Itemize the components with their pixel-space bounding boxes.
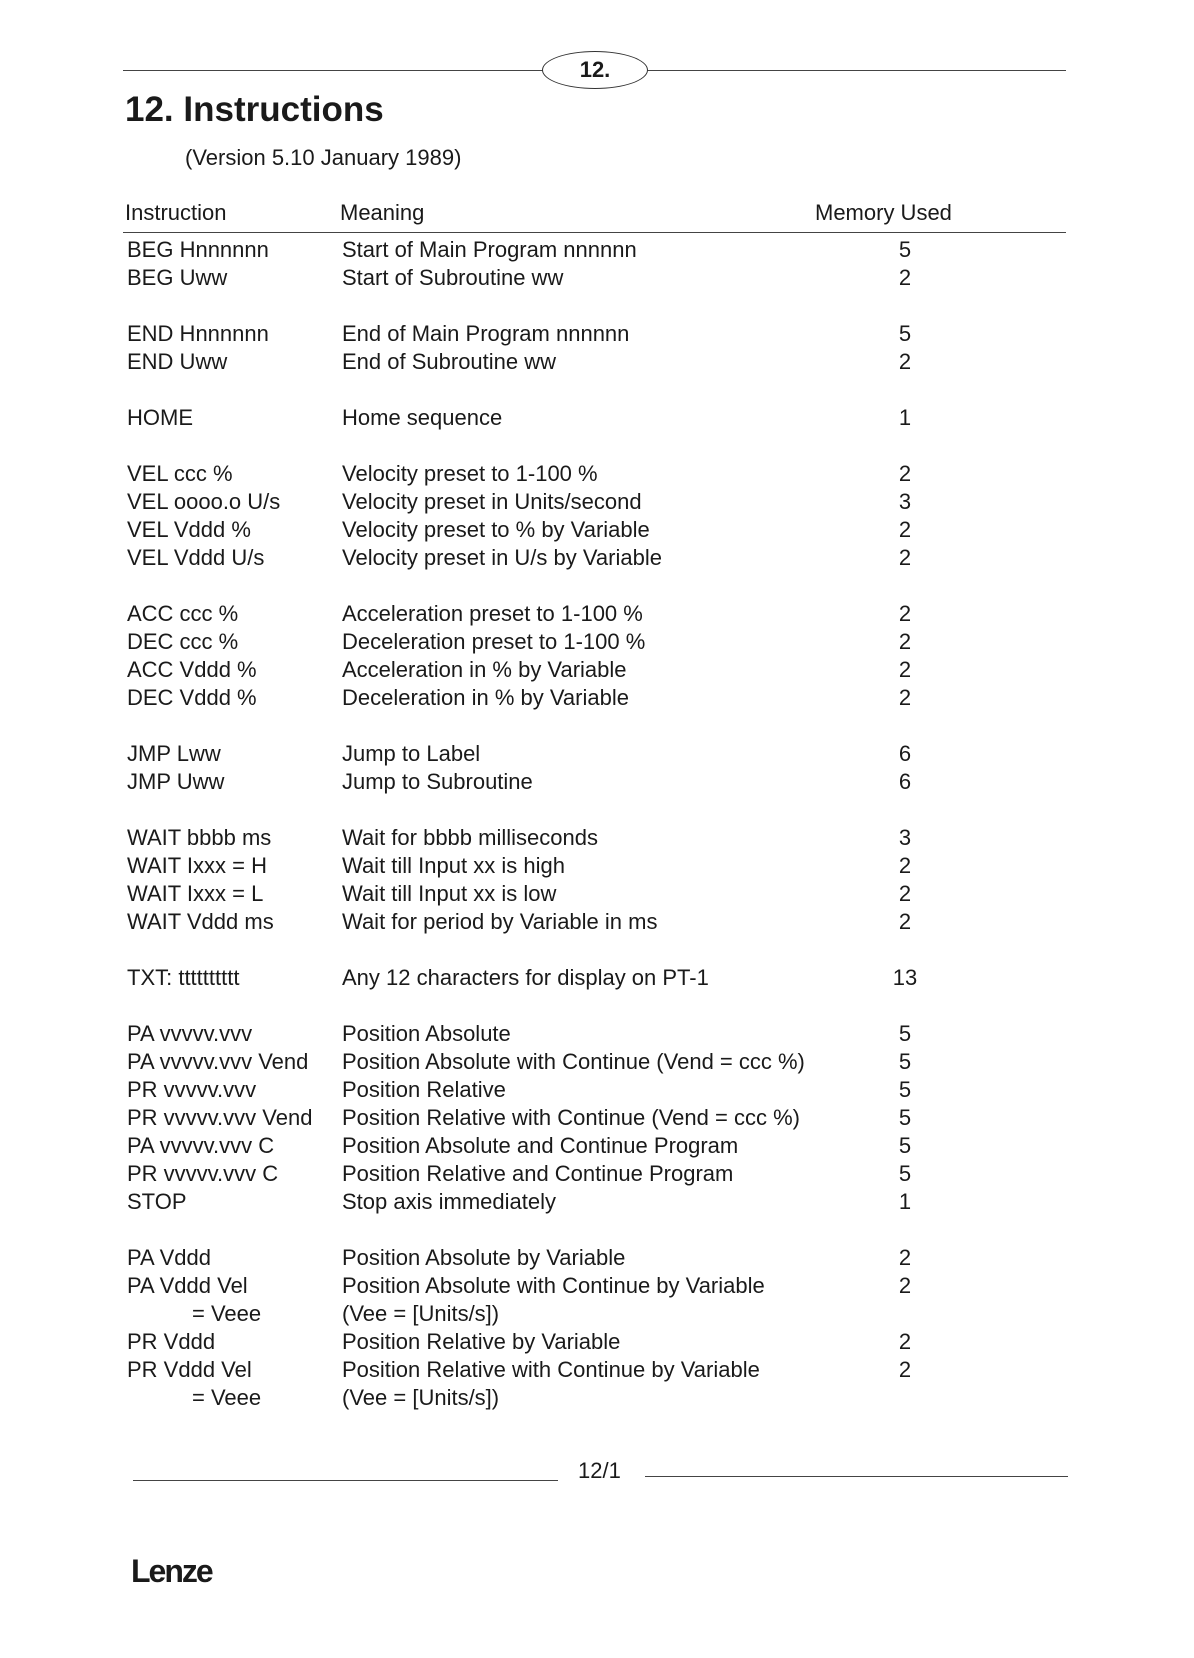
meaning-cell: End of Main Program nnnnnn <box>342 321 630 346</box>
table-row <box>0 908 1194 936</box>
memory-cell: 5 <box>898 1077 912 1102</box>
memory-cell: 2 <box>898 909 912 934</box>
meaning-cell: Wait till Input xx is high <box>342 853 565 878</box>
meaning-cell: Position Absolute with Continue (Vend = ccc %) <box>342 1049 805 1074</box>
table-row <box>0 824 1194 852</box>
table-row <box>0 1356 1194 1384</box>
instruction-cell: PR Vddd <box>127 1329 216 1354</box>
memory-cell: 1 <box>898 405 912 430</box>
instruction-cell: VEL Vddd U/s <box>127 545 265 570</box>
instruction-cell: = Veee <box>192 1301 262 1326</box>
memory-cell: 2 <box>898 657 912 682</box>
meaning-cell: Position Absolute with Continue by Variable <box>342 1273 765 1298</box>
memory-cell: 2 <box>898 601 912 626</box>
instruction-table <box>0 236 1194 1412</box>
meaning-cell: Wait till Input xx is low <box>342 881 557 906</box>
header-rule <box>123 232 1066 233</box>
meaning-cell: Wait for bbbb milliseconds <box>342 825 598 850</box>
memory-cell: 2 <box>898 545 912 570</box>
instruction-cell: HOME <box>127 405 193 430</box>
memory-cell: 5 <box>898 1105 912 1130</box>
meaning-cell: Stop axis immediately <box>342 1189 556 1214</box>
memory-cell: 2 <box>898 461 912 486</box>
meaning-cell: Velocity preset in U/s by Variable <box>342 545 662 570</box>
instruction-cell: = Veee <box>192 1385 262 1410</box>
table-row <box>0 1244 1194 1272</box>
meaning-cell: Jump to Subroutine <box>342 769 533 794</box>
version-note: (Version 5.10 January 1989) <box>185 145 462 170</box>
table-row <box>0 460 1194 488</box>
meaning-cell: (Vee = [Units/s]) <box>342 1385 500 1410</box>
memory-cell: 1 <box>898 1189 912 1214</box>
meaning-cell: Jump to Label <box>342 741 481 766</box>
instruction-cell: JMP Lww <box>127 741 221 766</box>
table-row <box>0 1328 1194 1356</box>
memory-cell: 13 <box>892 965 918 990</box>
meaning-cell: Position Absolute by Variable <box>342 1245 626 1270</box>
table-row <box>0 600 1194 628</box>
table-row <box>0 236 1194 264</box>
memory-cell: 5 <box>898 237 912 262</box>
instruction-cell: BEG Uww <box>127 265 228 290</box>
instruction-cell: JMP Uww <box>127 769 225 794</box>
instruction-cell: VEL Vddd % <box>127 517 251 542</box>
memory-cell: 5 <box>898 1021 912 1046</box>
table-row <box>0 348 1194 376</box>
meaning-cell: Acceleration in % by Variable <box>342 657 627 682</box>
instruction-cell: PR vvvvv.vvv <box>127 1077 257 1102</box>
table-row <box>0 1020 1194 1048</box>
table-row <box>0 488 1194 516</box>
instruction-cell: WAIT bbbb ms <box>127 825 272 850</box>
memory-cell: 6 <box>898 741 912 766</box>
meaning-cell: End of Subroutine ww <box>342 349 557 374</box>
meaning-cell: Acceleration preset to 1-100 % <box>342 601 643 626</box>
memory-cell: 5 <box>898 1049 912 1074</box>
header-meaning: Meaning <box>340 200 425 225</box>
meaning-cell: Position Relative with Continue (Vend = ccc %) <box>342 1105 800 1130</box>
table-row <box>0 320 1194 348</box>
instruction-cell: TXT: tttttttttt <box>127 965 240 990</box>
memory-cell: 2 <box>898 1245 912 1270</box>
meaning-cell: Start of Subroutine ww <box>342 265 564 290</box>
instruction-cell: PA vvvvv.vvv Vend <box>127 1049 309 1074</box>
memory-cell: 3 <box>898 489 912 514</box>
chapter-tab: 12. <box>542 51 648 89</box>
instruction-cell: WAIT Vddd ms <box>127 909 274 934</box>
table-row <box>0 404 1194 432</box>
memory-cell: 2 <box>898 349 912 374</box>
memory-cell: 2 <box>898 517 912 542</box>
header-memory-used: Memory Used <box>815 200 952 225</box>
table-row <box>0 964 1194 992</box>
memory-cell: 5 <box>898 1133 912 1158</box>
table-row <box>0 1048 1194 1076</box>
meaning-cell: Position Relative and Continue Program <box>342 1161 734 1186</box>
instruction-cell: BEG Hnnnnnn <box>127 237 269 262</box>
instruction-cell: VEL oooo.o U/s <box>127 489 281 514</box>
table-row <box>0 852 1194 880</box>
instruction-cell: PA Vddd <box>127 1245 211 1270</box>
instruction-cell: PA Vddd Vel <box>127 1273 248 1298</box>
meaning-cell: Deceleration in % by Variable <box>342 685 629 710</box>
table-row <box>0 684 1194 712</box>
memory-cell: 2 <box>898 1273 912 1298</box>
footer-rule-left <box>133 1480 558 1481</box>
page-title: 12. Instructions <box>125 90 384 129</box>
table-row <box>0 768 1194 796</box>
memory-cell: 5 <box>898 1161 912 1186</box>
memory-cell: 2 <box>898 853 912 878</box>
lenze-logo: Lenze <box>131 1553 212 1589</box>
instruction-cell: DEC ccc % <box>127 629 239 654</box>
instruction-cell: ACC Vddd % <box>127 657 257 682</box>
memory-cell: 2 <box>898 265 912 290</box>
memory-cell: 2 <box>898 1357 912 1382</box>
meaning-cell: Velocity preset in Units/second <box>342 489 642 514</box>
instruction-cell: ACC ccc % <box>127 601 239 626</box>
instruction-cell: WAIT Ixxx = H <box>127 853 267 878</box>
meaning-cell: Wait for period by Variable in ms <box>342 909 658 934</box>
instruction-cell: END Uww <box>127 349 228 374</box>
meaning-cell: (Vee = [Units/s]) <box>342 1301 500 1326</box>
footer-rule-right <box>645 1476 1068 1477</box>
memory-cell: 6 <box>898 769 912 794</box>
table-row <box>0 1160 1194 1188</box>
meaning-cell: Position Absolute <box>342 1021 511 1046</box>
meaning-cell: Position Absolute and Continue Program <box>342 1133 739 1158</box>
meaning-cell: Position Relative <box>342 1077 506 1102</box>
memory-cell: 2 <box>898 629 912 654</box>
table-row <box>0 740 1194 768</box>
table-row <box>0 1188 1194 1216</box>
table-row <box>0 880 1194 908</box>
instruction-cell: DEC Vddd % <box>127 685 257 710</box>
table-row <box>0 1272 1194 1300</box>
memory-cell: 2 <box>898 881 912 906</box>
table-row <box>0 1384 1194 1412</box>
meaning-cell: Velocity preset to % by Variable <box>342 517 650 542</box>
instruction-cell: PR vvvvv.vvv Vend <box>127 1105 313 1130</box>
memory-cell: 5 <box>898 321 912 346</box>
table-row <box>0 656 1194 684</box>
instruction-cell: PA vvvvv.vvv <box>127 1021 253 1046</box>
meaning-cell: Velocity preset to 1-100 % <box>342 461 598 486</box>
page-number: 12/1 <box>578 1458 621 1483</box>
instruction-cell: PR Vddd Vel <box>127 1357 252 1382</box>
table-row <box>0 516 1194 544</box>
meaning-cell: Deceleration preset to 1-100 % <box>342 629 646 654</box>
meaning-cell: Start of Main Program nnnnnn <box>342 237 637 262</box>
table-row <box>0 1300 1194 1328</box>
table-row <box>0 544 1194 572</box>
memory-cell: 2 <box>898 685 912 710</box>
table-row <box>0 264 1194 292</box>
memory-cell: 3 <box>898 825 912 850</box>
memory-cell: 2 <box>898 1329 912 1354</box>
instruction-cell: PA vvvvv.vvv C <box>127 1133 275 1158</box>
meaning-cell: Position Relative with Continue by Variable <box>342 1357 760 1382</box>
table-row <box>0 1076 1194 1104</box>
instruction-cell: PR vvvvv.vvv C <box>127 1161 279 1186</box>
meaning-cell: Home sequence <box>342 405 503 430</box>
table-row <box>0 628 1194 656</box>
instruction-cell: VEL ccc % <box>127 461 233 486</box>
meaning-cell: Any 12 characters for display on PT-1 <box>342 965 709 990</box>
header-instruction: Instruction <box>125 200 227 225</box>
instruction-cell: STOP <box>127 1189 187 1214</box>
table-row <box>0 1104 1194 1132</box>
instruction-cell: WAIT Ixxx = L <box>127 881 264 906</box>
meaning-cell: Position Relative by Variable <box>342 1329 621 1354</box>
instruction-cell: END Hnnnnnn <box>127 321 269 346</box>
table-row <box>0 1132 1194 1160</box>
